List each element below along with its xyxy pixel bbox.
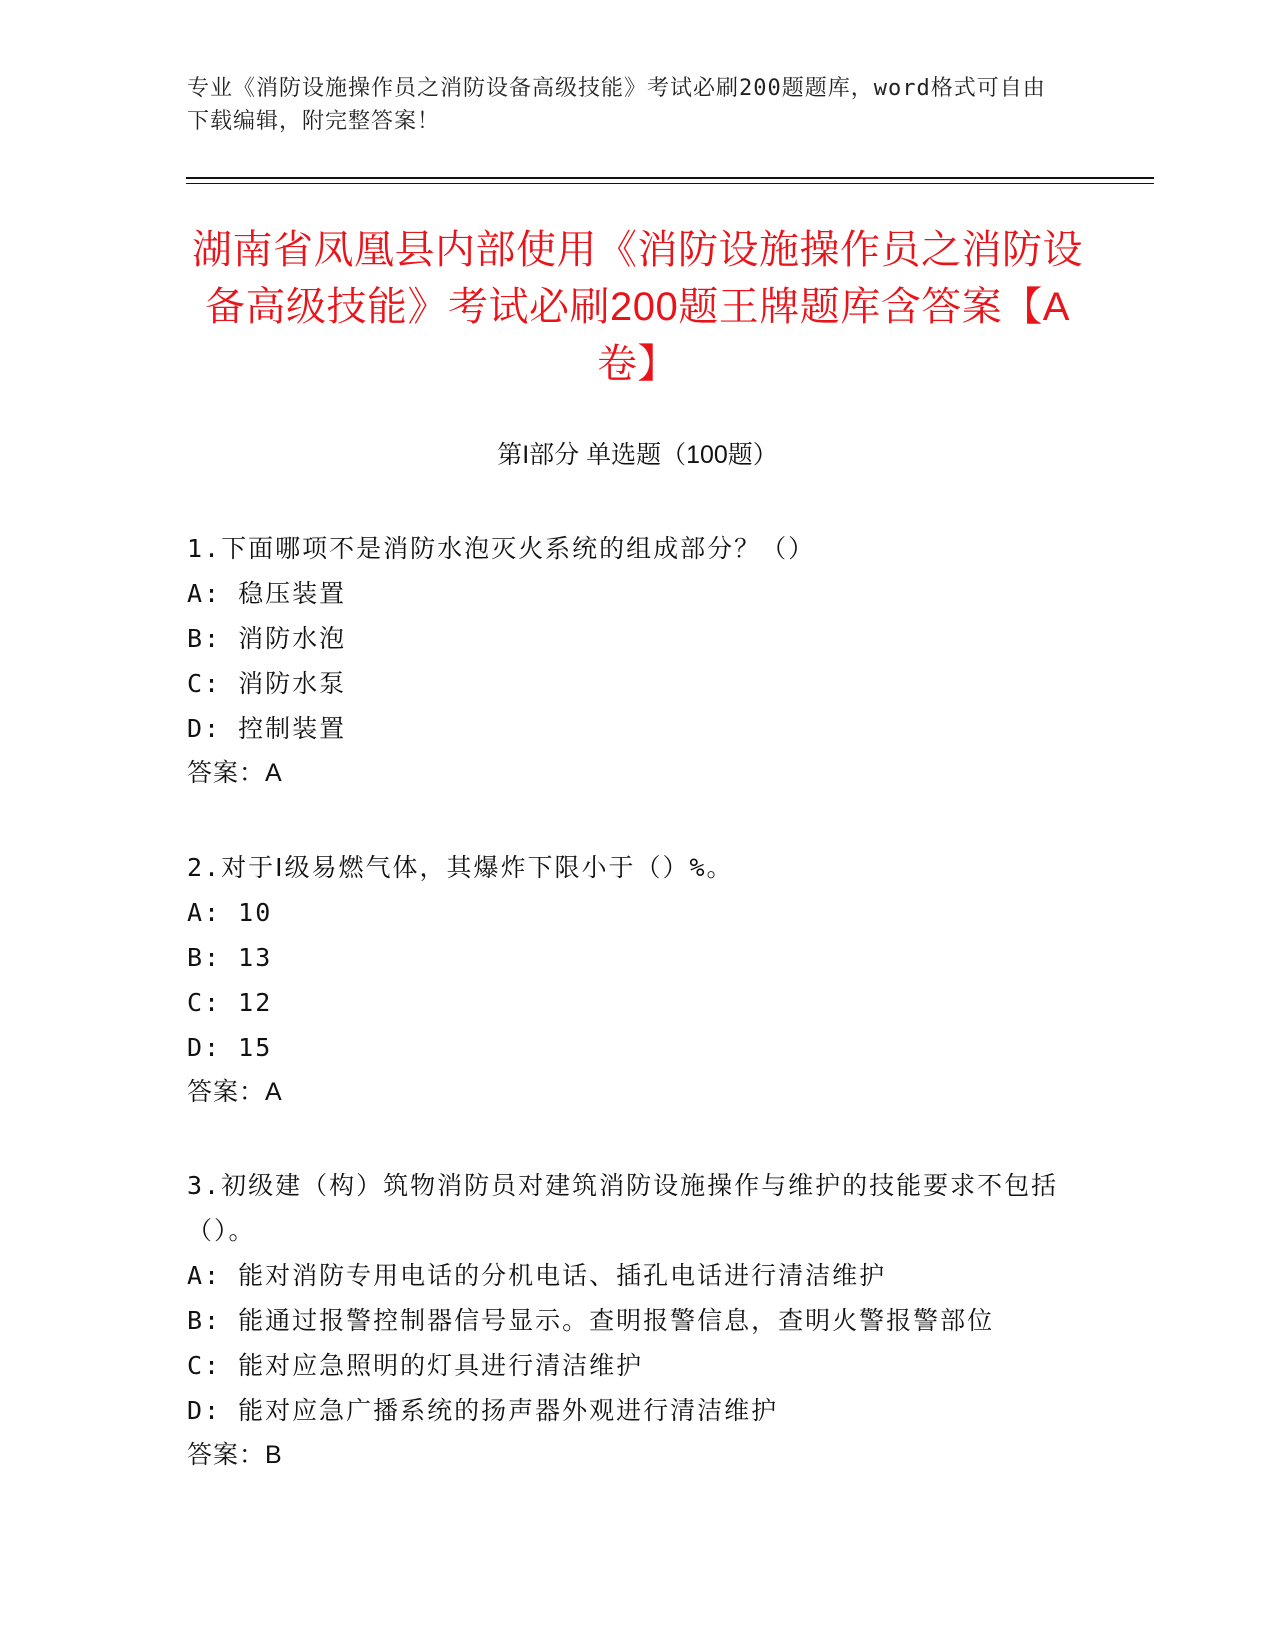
option-b: B: 能通过报警控制器信号显示。查明报警信息，查明火警报警部位	[187, 1306, 995, 1335]
option-c: C: 消防水泵	[187, 669, 347, 698]
answer: 答案：A	[187, 759, 283, 787]
question-3	[187, 1163, 1067, 1478]
header-divider-thick	[186, 177, 1154, 179]
option-a: A: 10	[187, 898, 273, 927]
option-c: C: 能对应急照明的灯具进行清洁维护	[187, 1351, 644, 1380]
option-d: D: 能对应急广播系统的扬声器外观进行清洁维护	[187, 1396, 779, 1425]
option-a: A: 稳压装置	[187, 579, 347, 608]
question-stem: 2.对于Ⅰ级易燃气体，其爆炸下限小于（）%。	[187, 853, 734, 882]
option-c: C: 12	[187, 988, 273, 1017]
question-1	[187, 526, 1067, 796]
answer: 答案：B	[187, 1441, 283, 1469]
option-b: B: 消防水泡	[187, 624, 347, 653]
section-heading: 第I部分 单选题（100题）	[497, 441, 778, 469]
option-a: A: 能对消防专用电话的分机电话、插孔电话进行清洁维护	[187, 1261, 887, 1290]
question-2	[187, 845, 1067, 1115]
header-note: 专业《消防设施操作员之消防设备高级技能》考试必刷200题题库，word格式可自由下载编辑，附完整答案！	[187, 76, 1046, 134]
question-stem: 3.初级建（构）筑物消防员对建筑消防设施操作与维护的技能要求不包括（）。	[187, 1171, 1059, 1245]
document-title: 湖南省凤凰县内部使用《消防设施操作员之消防设备高级技能》考试必刷200题王牌题库含答案【A卷】	[192, 228, 1083, 386]
option-b: B: 13	[187, 943, 273, 972]
header-divider-thin	[186, 183, 1154, 184]
answer: 答案：A	[187, 1078, 283, 1106]
option-d: D: 15	[187, 1033, 273, 1062]
question-stem: 1.下面哪项不是消防水泡灭火系统的组成部分？（）	[187, 534, 816, 563]
option-d: D: 控制装置	[187, 714, 347, 743]
